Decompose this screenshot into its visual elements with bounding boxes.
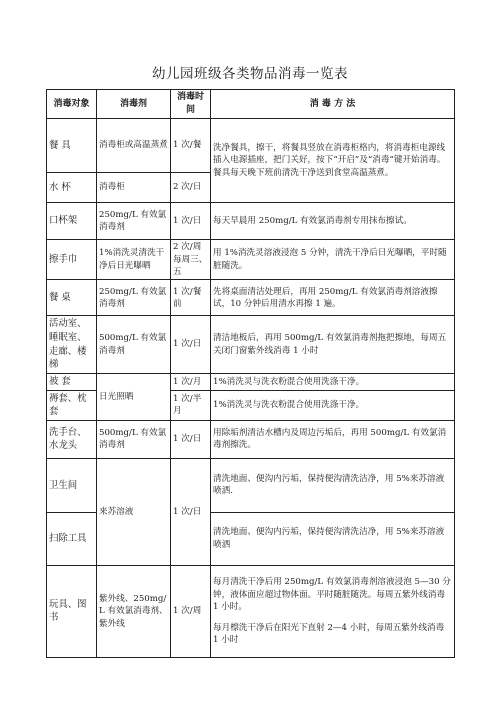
table-row <box>47 373 455 390</box>
row-object: 活动室、睡眠室、走廊、楼梯 <box>47 316 97 374</box>
row-time: 1 次/日 <box>171 458 211 565</box>
row-agent: 250mg/L 有效氯消毒剂 <box>97 280 171 316</box>
row-method: 先将桌面清洁处理后，再用 250mg/L 有效氯消毒剂溶液擦试，10 分钟后用清水再擦 1 遍。 <box>211 280 455 316</box>
row-object: 被 套 <box>47 373 97 390</box>
row-time: 1 次/餐 <box>171 119 211 173</box>
table-row <box>47 420 455 458</box>
row-time: 1 次/日 <box>171 316 211 374</box>
row-agent: 1%消洗灵清洗干净后日光曝晒 <box>97 240 171 280</box>
table-header-row <box>47 90 455 119</box>
row-method: 用除垢剂清洁水槽内及周边污垢后，再用 500mg/L 有效氯消毒剂擦洗。 <box>211 420 455 458</box>
row-object: 扫除工具 <box>47 512 97 565</box>
row-agent: 500mg/L 有效氯消毒剂 <box>97 420 171 458</box>
row-object: 餐 具 <box>47 119 97 173</box>
row-agent: 日光照晒 <box>97 373 171 420</box>
row-method: 每天早晨用 250mg/L 有效氯消毒剂专用抹布擦试。 <box>211 203 455 240</box>
row-object: 口杯架 <box>47 203 97 240</box>
row-agent: 消毒柜 <box>97 173 171 203</box>
row-agent: 250mg/L 有效氯消毒剂 <box>97 203 171 240</box>
method-line: 每月清洗干净后用 250mg/L 有效氯消毒剂溶液浸泡 5—30 分钟，液体面应超过物体面。平时随脏随洗。每周五紫外线消毒 1 小时。 <box>213 577 451 613</box>
row-time: 2 次/周 每周三、五 <box>171 240 211 280</box>
row-method: 洗净餐具，擦干，将餐具竖放在消毒柜格内，将消毒柜电源线插入电源插座，把门关好，按下“开启”及“消毒”键开始消毒。餐具每天晚下班前清洗干净送到食堂高温蒸煮。 <box>211 119 455 203</box>
row-agent: 消毒柜或高温蒸煮 <box>97 119 171 173</box>
table-row <box>47 280 455 316</box>
row-time: 1 次/餐前 <box>171 280 211 316</box>
header-time: 消毒时间 <box>171 90 211 119</box>
row-method: 用 1%消洗灵溶液浸泡 5 分钟，清洗干净后日光曝晒，平时随脏随洗。 <box>211 240 455 280</box>
table-row <box>47 203 455 240</box>
row-time: 1 次/周 <box>171 565 211 657</box>
table-row <box>47 240 455 280</box>
row-time: 2 次/日 <box>171 173 211 203</box>
page-title: 幼儿园班级各类物品消毒一览表 <box>152 66 348 82</box>
disinfection-table <box>46 89 455 658</box>
row-object: 卫生间 <box>47 458 97 512</box>
row-time: 1 次/月 <box>171 373 211 390</box>
header-method: 消 毒 方 法 <box>211 90 455 119</box>
table-row <box>47 458 455 512</box>
row-method: 清洗地面、便沟内污垢，保持便沟清洗洁净，用 5%来苏溶液喷洒. <box>211 458 455 512</box>
row-method: 1%消洗灵与洗衣粉混合使用洗涤干净。 <box>211 373 455 390</box>
row-agent: 500mg/L 有效氯消毒剂 <box>97 316 171 374</box>
row-object: 玩具、图书 <box>47 565 97 657</box>
row-method: 清洁地板后，再用 500mg/L 有效氯消毒剂拖把擦地，每周五关闭门窗紫外线消毒 1 小时 <box>211 316 455 374</box>
row-agent: 来苏溶液 <box>97 458 171 565</box>
row-method: 清洗地面、便沟内污垢，保持便沟清洗洁净，用 5%来苏溶液喷洒 <box>211 512 455 565</box>
row-object: 餐 桌 <box>47 280 97 316</box>
row-object: 洗手台、水龙头 <box>47 420 97 458</box>
method-line: 每月檫洗干净后在阳光下直射 2—4 小时，每周五紫外线消毒 1 小时 <box>213 622 445 645</box>
table-row <box>47 316 455 374</box>
row-object: 擦手巾 <box>47 240 97 280</box>
row-method <box>211 565 455 657</box>
row-method: 1%消洗灵与洗衣粉混合使用洗涤干净。 <box>211 390 455 420</box>
header-agent: 消毒剂 <box>97 90 171 119</box>
row-time: 1 次/日 <box>171 203 211 240</box>
row-agent: 紫外线、250mg/L 有效氯消毒剂、紫外线 <box>97 565 171 657</box>
header-object: 消毒对象 <box>47 90 97 119</box>
table-row <box>47 565 455 657</box>
row-time: 1 次/日 <box>171 420 211 458</box>
row-object: 褥套、枕套 <box>47 390 97 420</box>
table-row <box>47 119 455 173</box>
row-time: 1 次/半月 <box>171 390 211 420</box>
row-object: 水 杯 <box>47 173 97 203</box>
